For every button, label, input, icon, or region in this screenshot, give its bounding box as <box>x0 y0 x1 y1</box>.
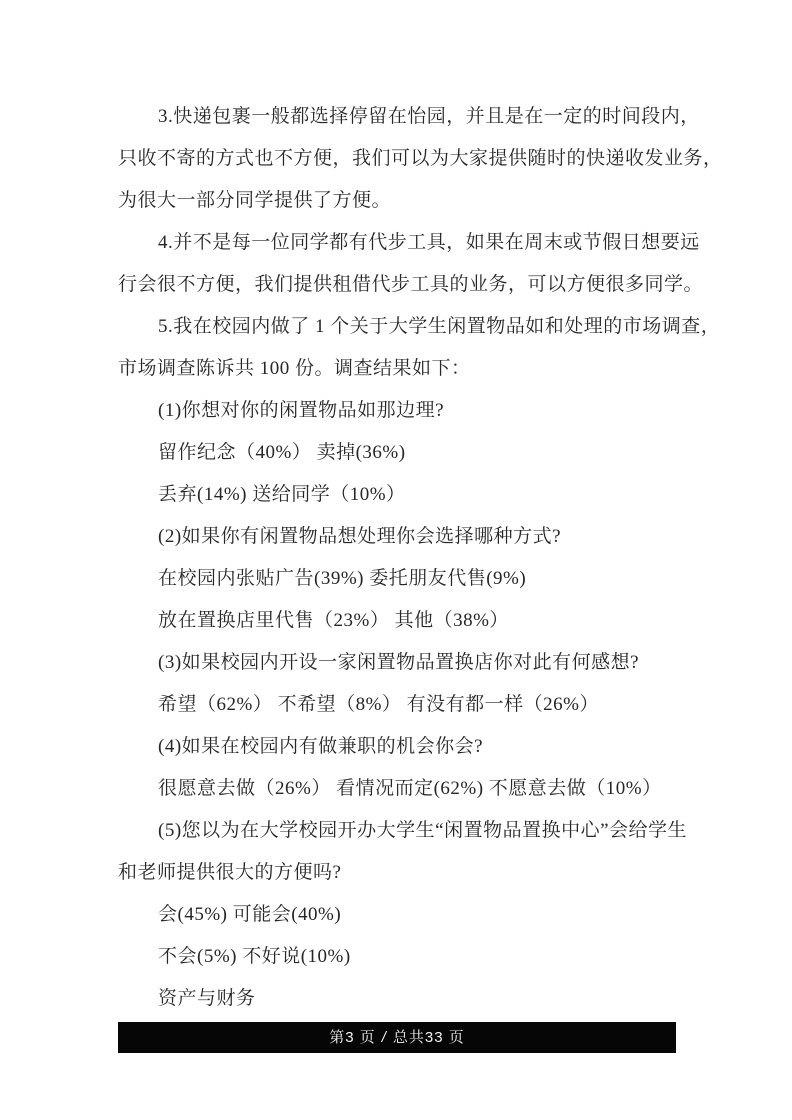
page-footer <box>118 1022 676 1053</box>
text-line: 资产与财务 <box>158 988 256 1009</box>
text-line: 希望（62%） 不希望（8%） 有没有都一样（26%） <box>158 694 599 715</box>
text-line: 和老师提供很大的方便吗? <box>118 862 342 883</box>
text-line: 4.并不是每一位同学都有代步工具，如果在周末或节假日想要远 <box>158 232 700 253</box>
page-number <box>329 1022 465 1053</box>
page-number-separator: / <box>381 1029 387 1046</box>
text-line: (4)如果在校园内有做兼职的机会你会? <box>158 736 484 757</box>
text-line: 3.快递包裹一般都选择停留在怡园，并且是在一定的时间段内， <box>158 106 700 127</box>
text-line: (2)如果你有闲置物品想处理你会选择哪种方式? <box>158 526 562 547</box>
text-line: 为很大一部分同学提供了方便。 <box>118 190 392 211</box>
text-line: 在校园内张贴广告(39%) 委托朋友代售(9%) <box>158 568 527 589</box>
text-line: 只收不寄的方式也不方便，我们可以为大家提供随时的快递收发业务， <box>118 148 723 169</box>
document-body <box>118 96 723 1020</box>
text-line: 不会(5%) 不好说(10%) <box>158 946 351 967</box>
text-line: (1)你想对你的闲置物品如那边理? <box>158 400 445 421</box>
text-line: 5.我在校园内做了 1 个关于大学生闲置物品如和处理的市场调查， <box>158 316 721 337</box>
text-line: (5)您以为在大学校园开办大学生“闲置物品置换中心”会给学生 <box>158 820 688 841</box>
text-line: (3)如果校园内开设一家闲置物品置换店你对此有何感想? <box>158 652 640 673</box>
text-line: 市场调查陈诉共 100 份。调查结果如下： <box>118 358 471 379</box>
text-line: 行会很不方便，我们提供租借代步工具的业务，可以方便很多同学。 <box>118 274 704 295</box>
page-number-current: 第3 页 <box>329 1029 376 1046</box>
text-line: 会(45%) 可能会(40%) <box>158 904 342 925</box>
text-line: 留作纪念（40%） 卖掉(36%) <box>158 442 406 463</box>
page-number-total: 总共33 页 <box>392 1029 465 1046</box>
text-line: 很愿意去做（26%） 看情况而定(62%) 不愿意去做（10%） <box>158 778 662 799</box>
text-line: 丢弃(14%) 送给同学（10%） <box>158 484 406 505</box>
text-line: 放在置换店里代售（23%） 其他（38%） <box>158 610 509 631</box>
